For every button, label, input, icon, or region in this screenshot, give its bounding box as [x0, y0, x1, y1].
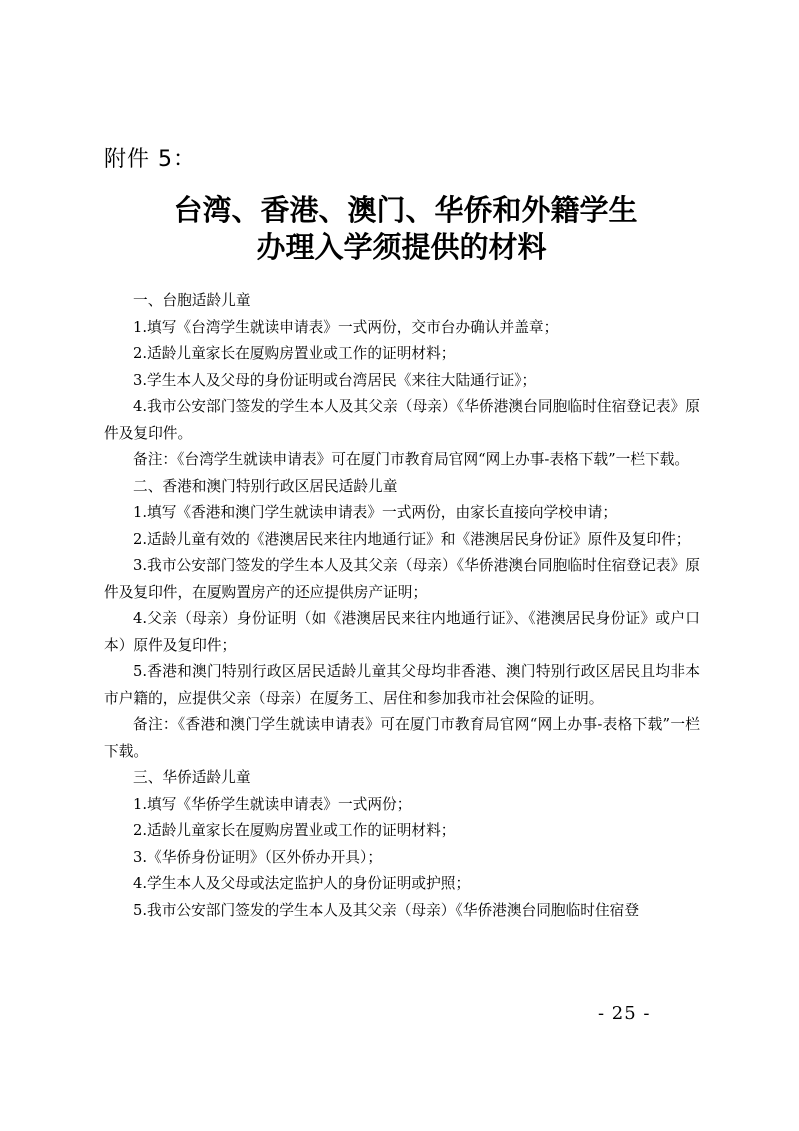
- section-heading-taiwan: 一、台胞适龄儿童: [133, 292, 251, 309]
- list-item: 2.适龄儿童家长在厦购房置业或工作的证明材料；: [133, 822, 456, 839]
- note-paragraph: 备注：《台湾学生就读申请表》可在厦门市教育局官网“网上办事-表格下载”一栏下载。: [133, 451, 690, 468]
- list-item: 4.学生本人及父母或法定监护人的身份证明或护照；: [133, 875, 471, 892]
- note-paragraph: 备注：《香港和澳门学生就读申请表》可在厦门市教育局官网“网上办事-表格下载”一栏下载。: [104, 716, 700, 760]
- attachment-label: 附件 5：: [104, 147, 196, 172]
- list-item: 5.香港和澳门特别行政区居民适龄儿童其父母均非香港、澳门特别行政区居民且均非本市户籍的，应提供父亲（母亲）在厦务工、居住和参加我市社会保险的证明。: [104, 663, 700, 707]
- document-title-line-2: 办理入学须提供的材料: [256, 230, 547, 264]
- section-heading-overseas-chinese: 三、华侨适龄儿童: [133, 769, 251, 786]
- page-number: - 25 -: [598, 1003, 651, 1024]
- list-item: 3.《华侨身份证明》（区外侨办开具）；: [133, 848, 383, 866]
- section-heading-hk-macau: 二、香港和澳门特别行政区居民适龄儿童: [133, 477, 398, 495]
- list-item: 3.我市公安部门签发的学生本人及其父亲（母亲）《华侨港澳台同胞临时住宿登记表》原件及复印件，在厦购置房产的还应提供房产证明；: [104, 557, 700, 601]
- document-title-line-1: 台湾、香港、澳门、华侨和外籍学生: [173, 193, 638, 227]
- list-item: 4.父亲（母亲）身份证明（如《港澳居民来往内地通行证》、《港澳居民身份证》或户口本）原件及复印件；: [104, 610, 700, 654]
- document-body: [104, 288, 700, 924]
- list-item: 4.我市公安部门签发的学生本人及其父亲（母亲）《华侨港澳台同胞临时住宿登记表》原件及复印件。: [104, 398, 700, 442]
- list-item: 1.填写《华侨学生就读申请表》一式两份；: [133, 795, 412, 813]
- list-item: 5.我市公安部门签发的学生本人及其父亲（母亲）《华侨港澳台同胞临时住宿登: [133, 901, 640, 919]
- list-item: 1.填写《台湾学生就读申请表》一式两份，交市台办确认并盖章；: [133, 318, 559, 336]
- list-item: 1.填写《香港和澳门学生就读申请表》一式两份，由家长直接向学校申请；: [133, 504, 618, 521]
- list-item: 2.适龄儿童有效的《港澳居民来往内地通行证》和《港澳居民身份证》原件及复印件；: [133, 530, 691, 548]
- list-item: 3.学生本人及父母的身份证明或台湾居民《来往大陆通行证》；: [133, 371, 537, 389]
- list-item: 2.适龄儿童家长在厦购房置业或工作的证明材料；: [133, 345, 456, 362]
